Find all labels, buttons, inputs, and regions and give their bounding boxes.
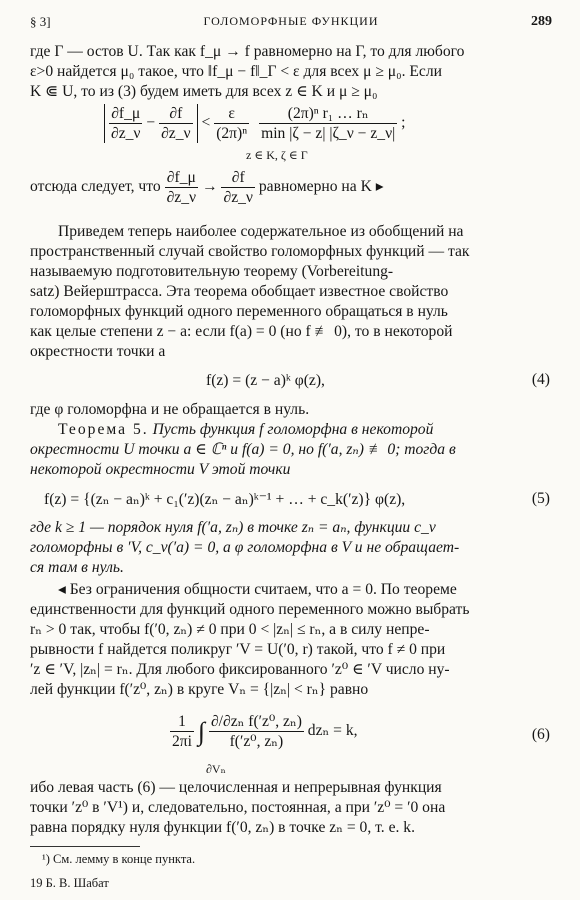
derivative-denominator: ∂z_ν: [161, 125, 191, 142]
min-expression: |ζ − z| |ζ_ν − z_ν|: [289, 125, 396, 142]
arrow: →: [201, 178, 218, 196]
equation-4: f(z) = (z − a)ᵏ φ(z),: [206, 372, 325, 389]
text-line: где φ голоморфна и не обращается в нуль.: [30, 401, 310, 418]
text-line: равна порядку нуля функции f(′0, zₙ) в точке zₙ = 0, т. е. k.: [30, 819, 415, 836]
text-line: пространственный случай свойство голоморфных функций — так: [30, 243, 470, 260]
text-fragment: равномерно на K ▸: [258, 178, 384, 196]
text-line: голоморфных функций одного переменного обращаться в нуль: [30, 303, 448, 320]
text-line: ε>0 найдется μ₀ такое, что ‖f_μ − f‖_Γ < ε для всех μ ≥ μ₀. Если: [30, 63, 442, 80]
equation-6: [170, 712, 358, 751]
text-line: окрестности точки a: [30, 343, 166, 360]
derivative-denominator: ∂z_ν: [223, 189, 253, 206]
derivative-numerator: ∂f: [159, 104, 192, 124]
integrand-numerator: ∂/∂zₙ f(′z⁰, zₙ): [210, 713, 302, 730]
theorem-text: Пусть функция f голоморфна в некоторой: [152, 421, 434, 438]
theorem-line: некоторой окрестности V этой точки: [30, 461, 291, 478]
equation-number: (6): [531, 726, 550, 743]
equation-number: (5): [531, 490, 550, 507]
coefficient-denominator: 2πi: [172, 733, 193, 750]
theorem-line: окрестности U точки a ∈ ℂⁿ и f(a) = 0, но f(′a, zₙ) ≢ 0; тогда в: [30, 441, 456, 458]
equation-5: f(z) = {(zₙ − aₙ)ᵏ + c₁(′z)(zₙ − aₙ)ᵏ⁻¹ + … + c_k(′z)} φ(z),: [44, 491, 406, 508]
min-operator: min: [261, 125, 286, 142]
derivative-numerator: ∂f: [221, 168, 254, 188]
minus-sign: −: [146, 114, 156, 132]
running-header: [30, 14, 552, 34]
proof-line: лей функции f(′z⁰, zₙ) в круге Vₙ = {|zₙ| < rₙ} равно: [30, 681, 369, 698]
footnote: ¹) См. лемму в конце пункта.: [42, 852, 196, 866]
text-line: [30, 168, 384, 207]
epsilon: ε: [214, 104, 249, 124]
page-number: 289: [531, 14, 552, 29]
integral-subscript: ∂Vₙ: [206, 762, 226, 776]
integral-sign: ∫: [197, 717, 206, 746]
less-than-sign: <: [201, 114, 211, 132]
printer-signature: 19 Б. В. Шабат: [30, 876, 109, 890]
proof-line: единственности для функций одного переменного можно выбрать: [30, 601, 470, 618]
derivative-denominator: ∂z_ν: [111, 125, 141, 142]
derivative-numerator: ∂f_μ: [165, 168, 198, 188]
inequality-equation: [104, 104, 406, 162]
min-subscript: z ∈ K, ζ ∈ Γ: [246, 148, 308, 162]
derivative-denominator: ∂z_ν: [166, 189, 197, 206]
proof-line: рывности f найдется поликруг ′V = U(′0, r) такой, что f ≠ 0 при: [30, 641, 446, 658]
text-line: ибо левая часть (6) — целочисленная и непрерывная функция: [30, 779, 442, 796]
integral-tail: dzₙ = k,: [307, 722, 358, 740]
theorem-label: Теорема 5.: [58, 421, 149, 438]
equation-number: (4): [531, 371, 550, 388]
theorem-line: ся там в нуль.: [30, 559, 124, 576]
footnote-rule: [30, 846, 140, 847]
text-line: K ⋐ U, то из (3) будем иметь для всех z ∈ K и μ ≥ μ₀: [30, 83, 378, 100]
text-line: Приведем теперь наиболее содержательное из обобщений на: [58, 223, 464, 240]
text-line: как целые степени z − a: если f(a) = 0 (но f ≢ 0), то в некоторой: [30, 323, 453, 340]
text-line: где Γ — остов U. Так как f_μ → f равномерно на Γ, то для любого: [30, 43, 465, 60]
text-line: satz) Вейерштрасса. Эта теорема обобщает известное свойство: [30, 283, 449, 300]
text-line: называемую подготовительную теорему (Vorbereitung-: [30, 263, 394, 280]
big-fraction-top: (2π)ⁿ r₁ … rₙ: [259, 104, 397, 124]
running-title: ГОЛОМОРФНЫЕ ФУНКЦИИ: [203, 14, 379, 28]
semicolon: ;: [401, 114, 406, 132]
integrand-denominator: f(′z⁰, zₙ): [229, 733, 284, 750]
coefficient-numerator: 1: [170, 712, 194, 732]
text-fragment: отсюда следует, что: [30, 178, 161, 196]
theorem-line: [58, 420, 552, 439]
proof-line: rₙ > 0 так, чтобы f(′0, zₙ) ≠ 0 при 0 < |zₙ| ≤ rₙ, а в силу непре-: [30, 621, 430, 638]
proof-line: ◂ Без ограничения общности считаем, что a = 0. По теореме: [58, 581, 457, 598]
two-pi-power: (2π)ⁿ: [216, 125, 248, 142]
derivative-numerator: ∂f_μ: [109, 104, 142, 124]
theorem-line: голоморфны в ′V, c_ν(′a) = 0, а φ голоморфна в V и не обращает-: [30, 539, 460, 556]
text-line: точки ′z⁰ в ′V¹) и, следовательно, постоянная, а при ′z⁰ = ′0 она: [30, 799, 446, 816]
proof-line: ′z ∈ ′V, |zₙ| = rₙ. Для любого фиксированного ′z⁰ ∈ ′V число ну-: [30, 661, 450, 678]
section-mark: § 3]: [30, 14, 51, 29]
theorem-line: где k ≥ 1 — порядок нуля f(′a, zₙ) в точке zₙ = aₙ, функции c_ν: [30, 519, 436, 536]
